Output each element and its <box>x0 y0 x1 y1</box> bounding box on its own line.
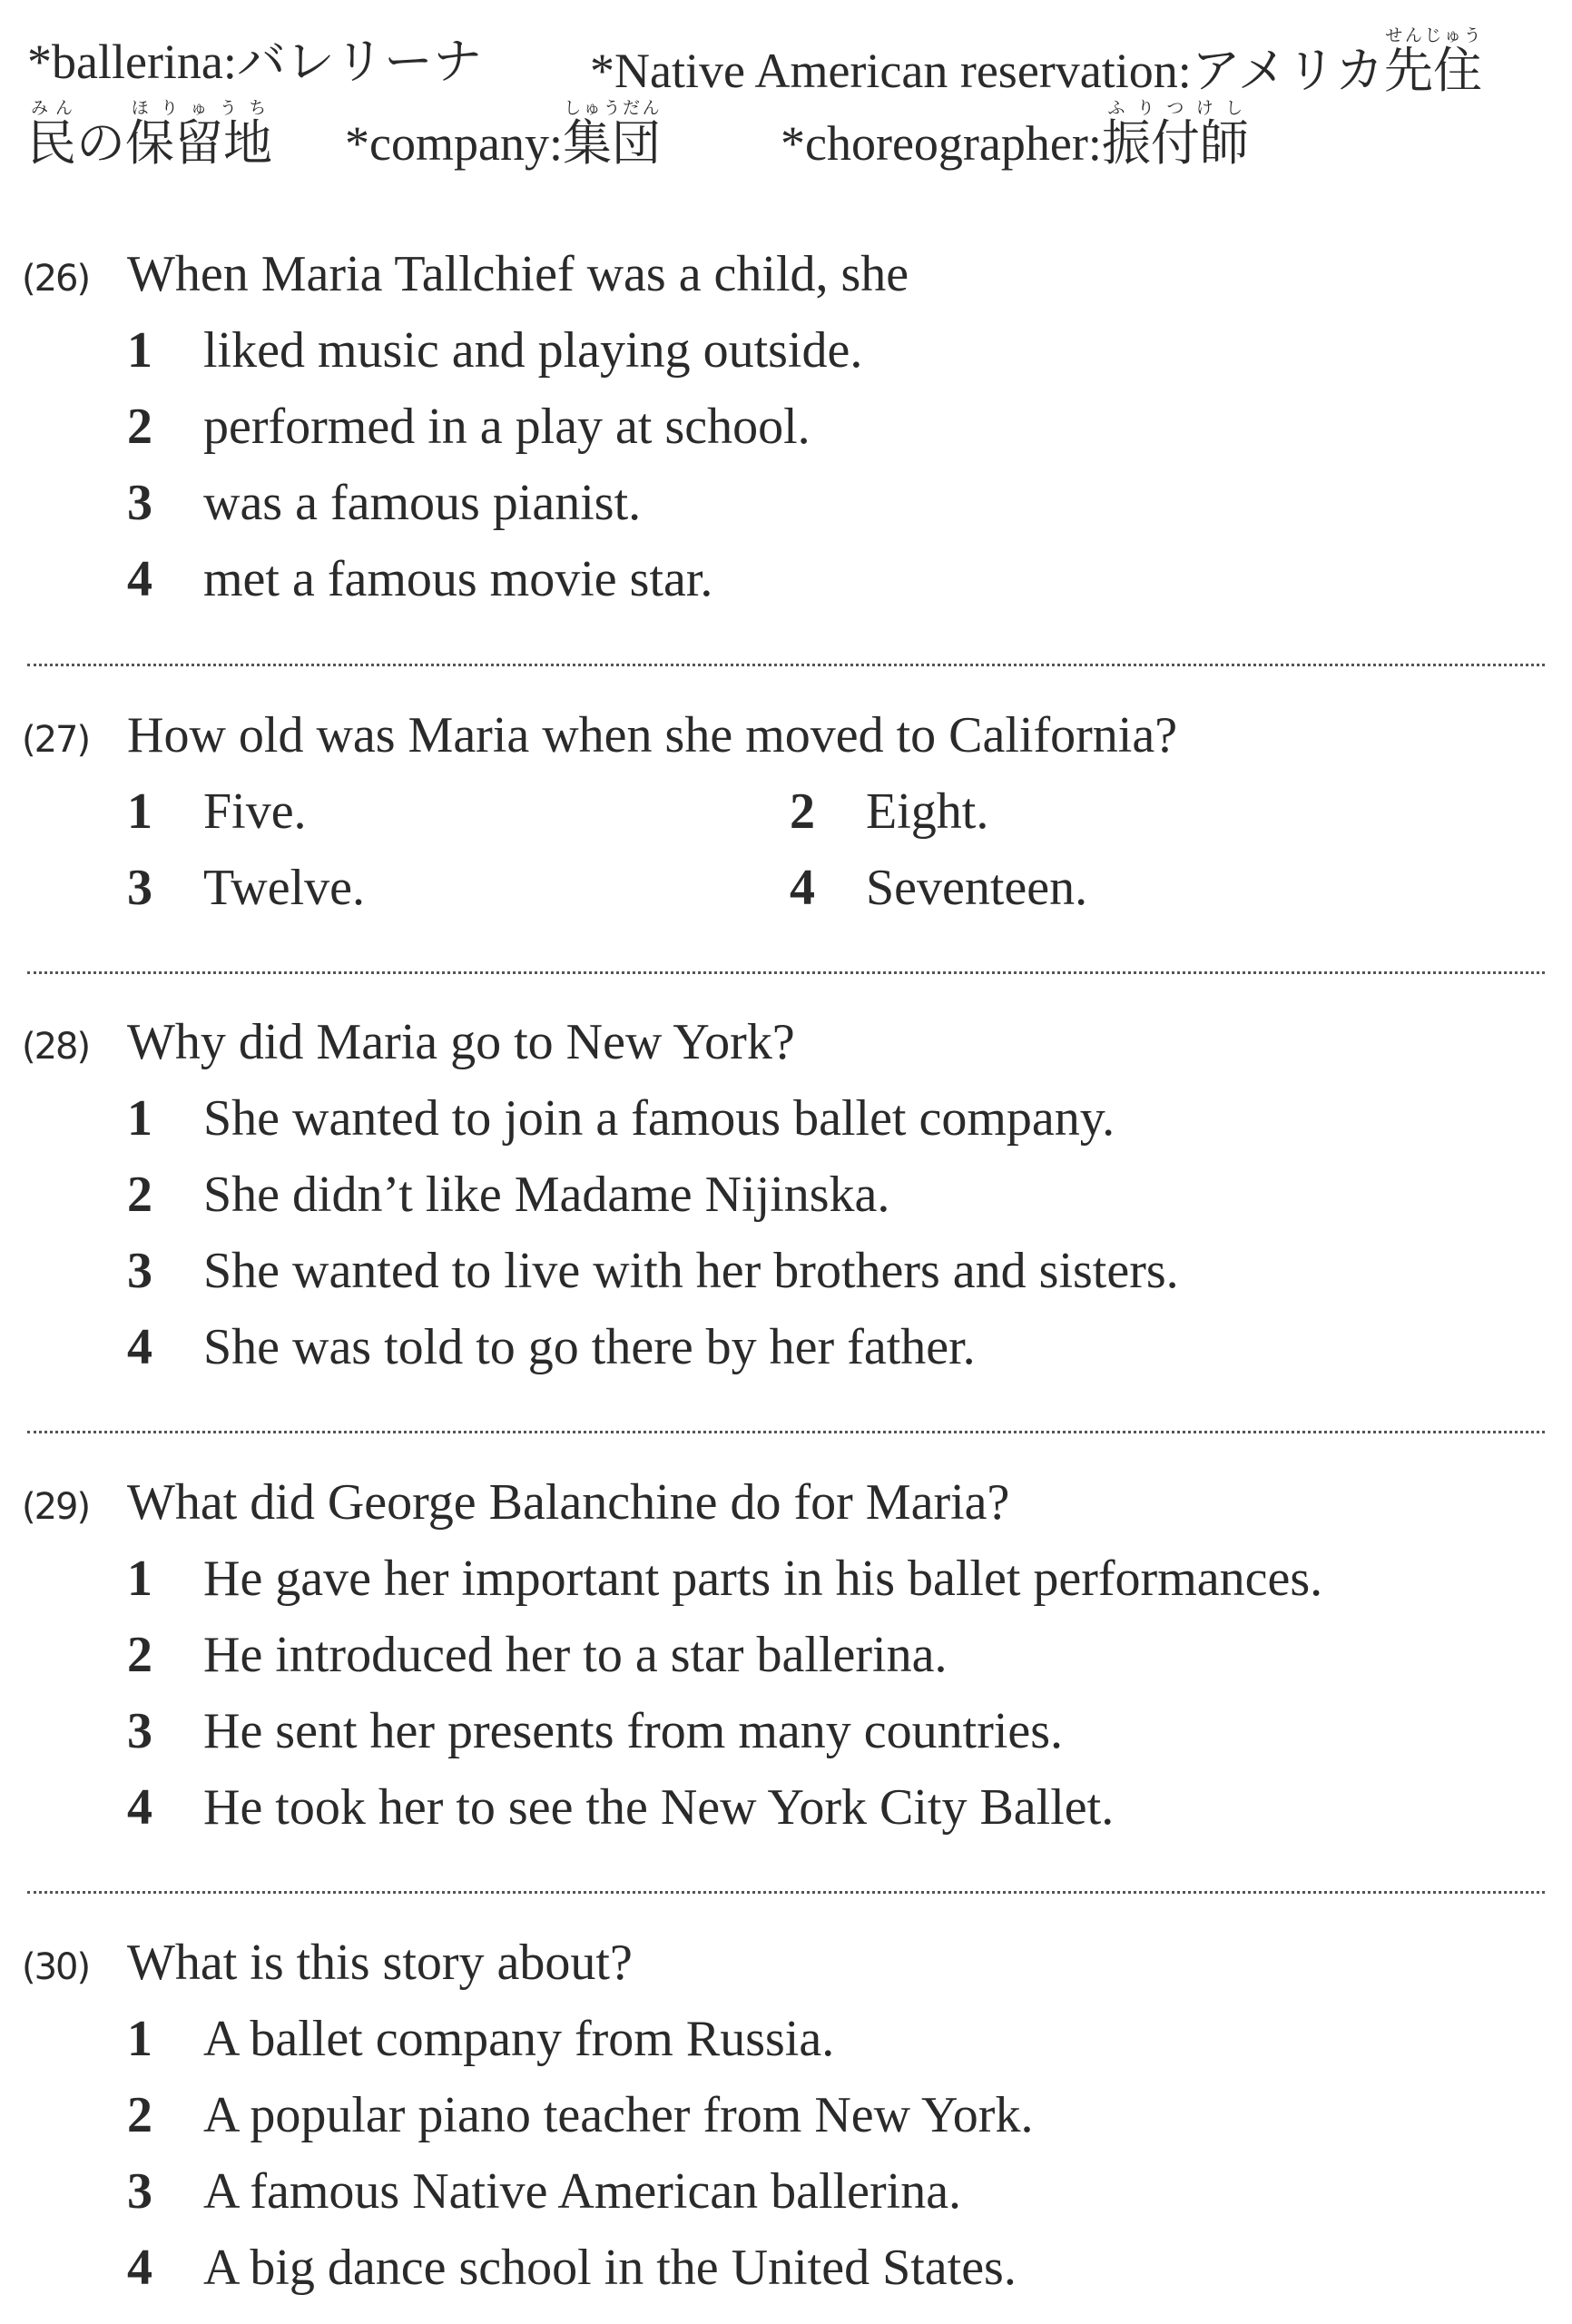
divider <box>27 1891 1545 1894</box>
choice-number: 3 <box>127 1243 152 1299</box>
choice-text: A ballet company from Russia. <box>203 2011 835 2067</box>
divider <box>27 1431 1545 1433</box>
glossary-entry-ballerina <box>27 25 482 98</box>
choice-text: She wanted to live with her brothers and sisters. <box>203 1243 1179 1299</box>
choice-number: 2 <box>127 2087 152 2143</box>
question-text: When Maria Tallchief was a child, she <box>127 246 909 302</box>
glossary-entry-reservation <box>590 25 1482 107</box>
choice-text: Seventeen. <box>866 860 1088 916</box>
choice-number: 3 <box>127 1703 152 1759</box>
divider <box>27 664 1545 666</box>
choice-text: She didn’t like Madame Nijinska. <box>203 1167 890 1223</box>
choice-text: A famous Native American ballerina. <box>203 2163 962 2220</box>
choice-text: met a famous movie star. <box>203 551 713 607</box>
question-text: Why did Maria go to New York? <box>127 1014 795 1070</box>
glossary-star: * <box>590 44 614 98</box>
choice-text: Five. <box>203 783 307 840</box>
question-text: What is this story about? <box>127 1935 633 1991</box>
glossary-row-2 <box>27 98 1561 171</box>
glossary-entry-company <box>345 98 661 180</box>
divider <box>27 971 1545 974</box>
glossary-ruby: 先住せんじゅう <box>1383 25 1482 98</box>
glossary-row-1 <box>27 25 1561 98</box>
glossary-meaning: バレリーナ <box>236 34 482 89</box>
choice-text: He gave her important parts in his ballet performances. <box>203 1551 1323 1607</box>
choice-number: 2 <box>127 1167 152 1223</box>
choice-number: 4 <box>127 1779 152 1836</box>
choice-number: 3 <box>127 2163 152 2220</box>
glossary-entry-reservation-cont <box>27 98 272 180</box>
question-number: (27) <box>22 719 90 761</box>
question-number: (26) <box>22 258 90 300</box>
choice-text: Eight. <box>866 783 989 840</box>
choice-number: 1 <box>127 1090 152 1147</box>
glossary-ruby: 民みん <box>27 98 76 171</box>
glossary-term: Native American reservation: <box>614 44 1192 98</box>
choice-number: 4 <box>127 551 152 607</box>
question-number: (29) <box>22 1486 90 1528</box>
choice-number: 1 <box>127 2011 152 2067</box>
choice-text: She was told to go there by her father. <box>203 1319 976 1375</box>
glossary-entry-choreographer <box>781 98 1249 180</box>
choice-number: 1 <box>127 1551 152 1607</box>
glossary-star: * <box>27 34 52 89</box>
choice-text: A big dance school in the United States. <box>203 2240 1017 2296</box>
choice-text: She wanted to join a famous ballet company. <box>203 1090 1115 1147</box>
choice-number: 1 <box>127 322 152 379</box>
glossary-star: * <box>781 116 805 171</box>
glossary-ruby: 保留地ほりゅうち <box>125 98 272 171</box>
choice-number: 3 <box>127 860 152 916</box>
choice-number: 2 <box>127 1627 152 1683</box>
glossary-meaning: アメリカ <box>1191 44 1384 98</box>
glossary-term: company: <box>369 116 563 171</box>
question-text: What did George Balanchine do for Maria? <box>127 1474 1010 1531</box>
choice-text: performed in a play at school. <box>203 399 811 455</box>
glossary-term: choreographer: <box>805 116 1102 171</box>
choice-text: He introduced her to a star ballerina. <box>203 1627 948 1683</box>
question-text: How old was Maria when she moved to California? <box>127 707 1178 763</box>
choice-number: 3 <box>127 475 152 531</box>
glossary-term: ballerina: <box>52 34 237 89</box>
glossary <box>27 25 1561 171</box>
glossary-meaning: の <box>76 116 125 171</box>
choice-number: 4 <box>790 860 815 916</box>
choice-number: 2 <box>127 399 152 455</box>
choice-text: Twelve. <box>203 860 366 916</box>
choice-text: A popular piano teacher from New York. <box>203 2087 1034 2143</box>
choice-text: He sent her presents from many countries. <box>203 1703 1064 1759</box>
choice-number: 4 <box>127 1319 152 1375</box>
choice-number: 2 <box>790 783 815 840</box>
choice-text: liked music and playing outside. <box>203 322 863 379</box>
choice-number: 1 <box>127 783 152 840</box>
glossary-ruby: 振付師ふりつけし <box>1101 98 1249 171</box>
glossary-ruby: 集団しゅうだん <box>562 98 661 171</box>
choice-number: 4 <box>127 2240 152 2296</box>
choice-text: was a famous pianist. <box>203 475 642 531</box>
glossary-star: * <box>345 116 369 171</box>
choice-text: He took her to see the New York City Ballet. <box>203 1779 1115 1836</box>
question-number: (28) <box>22 1026 90 1068</box>
question-number: (30) <box>22 1946 90 1988</box>
